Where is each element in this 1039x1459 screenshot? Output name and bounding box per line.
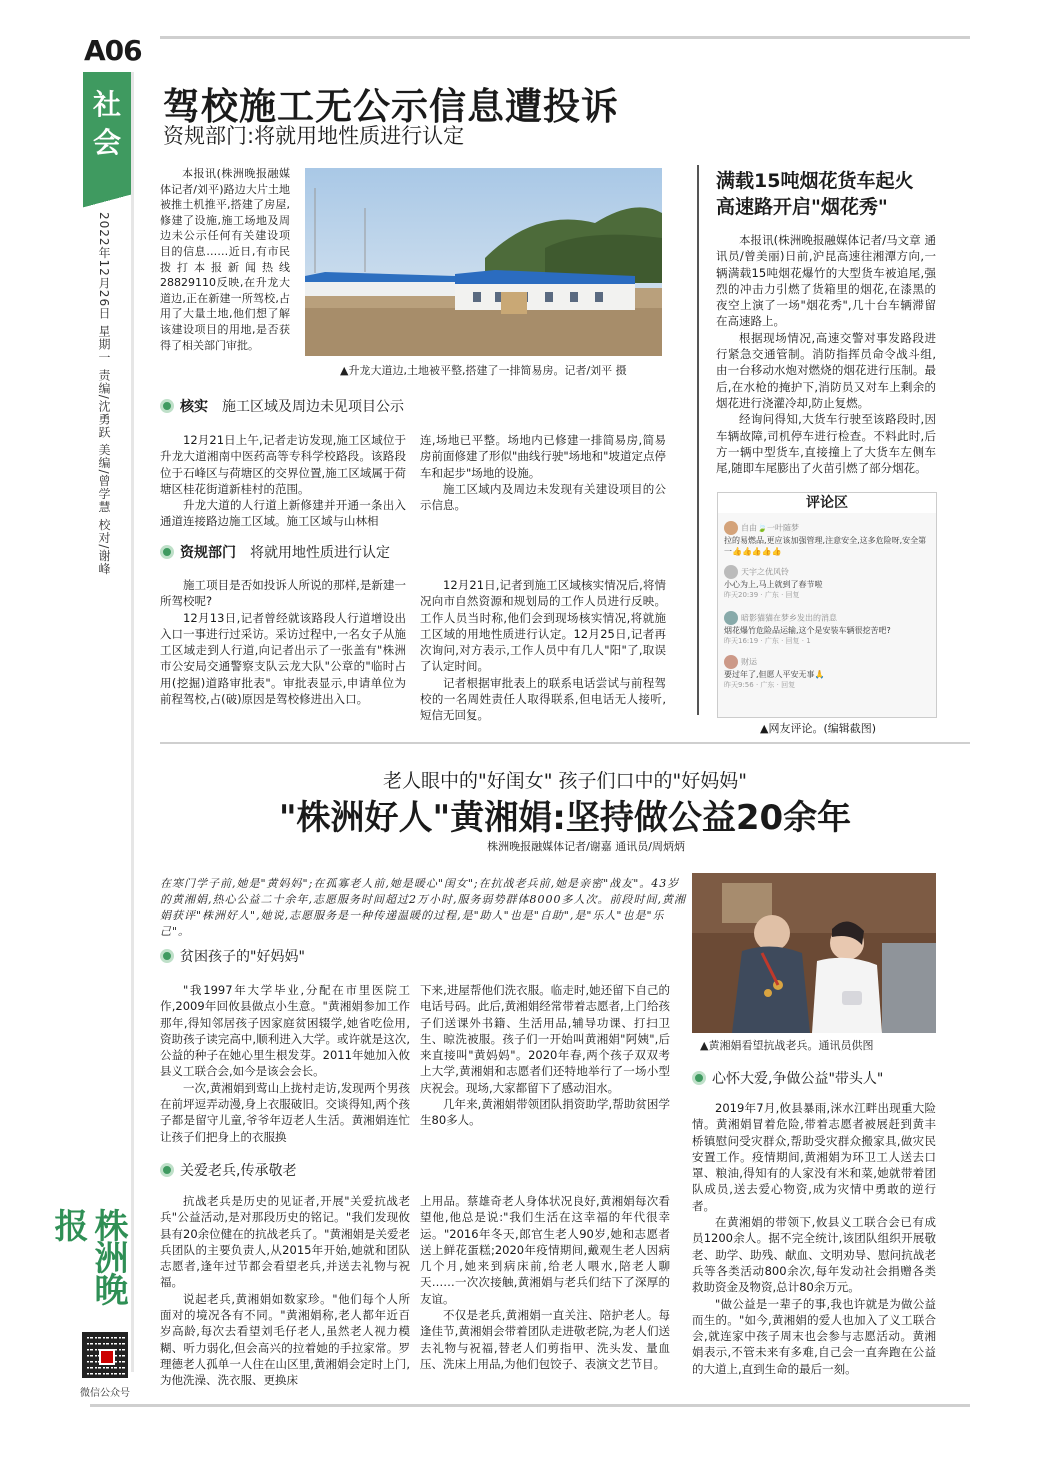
brand-logo: 株洲晚报	[48, 1208, 128, 1304]
construction-site-image	[305, 168, 662, 356]
article1-subhead: 资规部门:将就用地性质进行认定	[163, 124, 465, 148]
article2-para2: 根据现场情况,高速交警对事发路段进行紧急交通管制。消防指挥员命令战斗组,由一台移动水炮对燃烧的烟花进行压制。最后,在水枪的掩护下,消防员又对车上剩余的烟花进行浇灌冷却,防止复燃。	[716, 330, 936, 410]
bullet-icon	[692, 1071, 706, 1085]
article3-s1-para2: 一次,黄湘娟到莺山上拢村走访,发现两个男孩在前坪逗弄动漫,身上衣服破旧。交谈得知,两个孩子都是留守儿童,爷爷年迈老人生活。黄湘娟连忙让孩子们把身上的衣服换	[160, 1080, 410, 1144]
article1-sec1-para3: 连,场地已平整。场地内已修建一排简易房,简易房前面修建了形似"曲线行驶"场地和"坡道定点停车和起步"场地的设施。	[420, 433, 666, 480]
article1-photo-caption: ▲升龙大道边,土地被平整,搭建了一排简易房。记者/刘平 摄	[340, 364, 627, 377]
section-tab: 社会	[83, 72, 131, 194]
top-rule	[160, 36, 970, 39]
avatar	[724, 565, 738, 579]
article3-byline: 株洲晚报融媒体记者/谢嘉 通讯员/周炳炳	[487, 840, 685, 853]
article1-sec1-para1: 12月21日上午,记者走访发现,施工区域位于升龙大道湘南中医药高等专科学校路段。该路段位于石峰区与荷塘区的交界位置,施工区域属于荷塘区桂花街道新桂村的范围。	[160, 433, 406, 496]
bullet-icon	[160, 1163, 174, 1177]
avatar	[724, 655, 738, 669]
article1-sec2-para2: 12月13日,记者曾经就该路段人行道增设出入口一事进行过采访。采访过程中,一名女子从施工区域走到人行道,向记者出示了一张盖有"株洲市公安局交通警察支队云龙大队"公章的"临时占用(挖掘)道路审批表"。审批表显示,申请单位为前程驾校,占(破)原因是驾校修进出入口。	[160, 610, 406, 707]
comment-item: 自由🍃一叶随梦 拉的易燃品,更应该加强管理,注意安全,这多危险呀,安全第一👍👍👍👍👍	[724, 521, 928, 557]
bullet-icon	[160, 399, 174, 413]
article1-section2-heading: 资规部门 将就用地性质进行认定	[160, 542, 390, 562]
comment-item: 天宇之优风铃 小心为上,马上就到了春节啦 昨天20:39 · 广东 · 回复	[724, 565, 928, 600]
article3-lead: 在寒门学子前,她是"黄妈妈";在孤寡老人前,她是暖心"闺女";在抗战老兵前,她是亲密"战友"。43岁的黄湘娟,热心公益二十余年,志愿服务时间超过2万小时,服务弱势群体8000多人次。前段时间,黄湘娟获评"株洲好人",她说,志愿服务是一种传递温暖的过程,是"助人"也是"自助",是"乐人"也是"乐己"。	[160, 877, 686, 938]
date-line: 2022年12月26日 星期一 责编/沈勇跃 美编/曾学慧 校对/谢峰	[97, 212, 111, 576]
comment-box-title: 评论区	[718, 493, 936, 513]
left-divider	[131, 72, 134, 1372]
article1-sec2-para4: 记者根据审批表上的联系电话尝试与前程驾校的一名周姓责任人取得联系,但电话无人接听,短信无回复。	[420, 675, 666, 723]
article3-s2-para4: 不仅是老兵,黄湘娟一直关注、陪护老人。每逢佳节,黄湘娟会带着团队走进敬老院,为老人们送去礼物与祝福,替老人们剪指甲、洗头发、量血压、洗床上用品,为他们包饺子、表演文艺节目。	[420, 1308, 670, 1371]
article3-s3-para2: 在黄湘娟的带领下,攸县义工联合会已有成员1200余人。据不完全统计,该团队组织开展敬老、助学、助残、献血、文明劝导、慰问抗战老兵等各类活动800余次,每年发动社会捐赠各类救助资金及物资,总计80余万元。	[692, 1215, 936, 1295]
article3-s1-para4: 几年来,黄湘娟带领团队捐资助学,帮助贫困学生80多人。	[420, 1097, 670, 1128]
comment-item: 财运 要过年了,但愿人平安无事🙏 昨天9:56 · 广东 · 回复	[724, 655, 928, 690]
article3-headline: "株洲好人"黄湘娟:坚持做公益20余年	[278, 798, 852, 838]
article3-s2-para3: 上用品。蔡雄奇老人身体状况良好,黄湘娟每次看望他,他总是说:"我们生活在这幸福的年代很幸运。"2016年冬天,郎官生老人90岁,她和志愿者送上鲜花蛋糕;2020年疫情期间,戴观生老人因病几个月,她来到病床前,给老人喂水,陪老人聊天……一次次接触,黄湘娟与老兵们结下了深厚的友谊。	[420, 1194, 670, 1306]
article3-section1-heading: 贫困孩子的"好妈妈"	[160, 946, 305, 966]
article1-sec2-para3: 12月21日,记者到施工区域核实情况后,将情况向市自然资源和规划局的工作人员进行反映。工作人员当时称,他们会到现场核实情况,将就施工区域的用地性质进行认定。12月25日,记者再次询问,对方表示,工作人员中有几人"阳"了,取误了认定时间。	[420, 578, 666, 674]
article3-s1-para1: "我1997年大学毕业,分配在市里医院工作,2009年回攸县做点小生意。"黄湘娟参加工作那年,得知邻居孩子因家庭贫困辍学,她省吃俭用,资助孩子读完高中,顺利进入大学。或许就是这次,公益的种子在她心里生根发芽。2011年她加入攸县义工联合会,如今是该会会长。	[160, 983, 410, 1079]
bullet-icon	[160, 949, 174, 963]
article3-s3-para3: "做公益是一辈子的事,我也许就是为做公益而生的。"如今,黄湘娟的爱人也加入了义工联合会,就连家中孩子周末也会参与志愿活动。黄湘娟表示,不管未来有多难,自己会一直奔跑在公益的大道上,直到生命的最后一刻。	[692, 1296, 936, 1376]
page-number: A06	[84, 34, 142, 67]
veteran-visit-image	[692, 873, 936, 1033]
bottom-rule	[90, 1404, 970, 1407]
article1-sec2-para1: 施工项目是否如投诉人所说的那样,是新建一所驾校呢?	[160, 578, 406, 609]
comment-box-caption: ▲网友评论。(编辑截图)	[760, 722, 877, 735]
article3-section2-heading: 关爱老兵,传承敬老	[160, 1160, 296, 1180]
article3-s2-para1: 抗战老兵是历史的见证者,开展"关爱抗战老兵"公益活动,是对那段历史的铭记。"我们发现攸县有20余位健在的抗战老兵了。"黄湘娟是关爱老兵团队的主要负责人,从2015年开始,她就和团队志愿者,逢年过节都会看望老兵,并送去礼物与祝福。	[160, 1194, 410, 1290]
avatar	[724, 521, 738, 535]
bullet-icon	[160, 545, 174, 559]
article2-para1: 本报讯(株洲晚报融媒体记者/马文章 通讯员/曾美丽)日前,沪昆高速往湘潭方向,一辆满载15吨烟花爆竹的大型货车被追尾,强烈的冲击力引燃了货箱里的烟花,在漆黑的夜空上演了一场"烟花秀",几十台车辆滞留在高速路上。	[716, 233, 936, 329]
article3-section3-heading: 心怀大爱,争做公益"带头人"	[692, 1068, 883, 1088]
comment-screenshot	[717, 492, 937, 718]
comment-item: 暗影猫猫在梦乡发出的消息 烟花爆竹危险品运输,这个是安装车辆很挖苦吧? 昨天16:19 · 广东 · 回复 · 1	[724, 611, 928, 646]
article1-sec1-para2: 升龙大道的人行道上新修建并开通一条出入通道连接路边施工区域。施工区域与山林相	[160, 498, 406, 529]
article1-photo	[305, 168, 662, 356]
article1-headline: 驾校施工无公示信息遭投诉	[163, 85, 619, 128]
article3-s2-para2: 说起老兵,黄湘娟如数家珍。"他们每个人所面对的境况各有不同。"黄湘娟称,老人都年近百岁高龄,每次去看望刘毛仔老人,虽然老人视力模糊、听力弱化,但会高兴的拉着她的手拉家常。罗理德老人孤单一人住在山区里,黄湘娟会定时上门,为他洗澡、洗衣服、更换床	[160, 1291, 410, 1388]
article2-para3: 经询问得知,大货车行驶至该路段时,因车辆故障,司机停车进行检查。不料此时,后方一辆中型货车,直接撞上了大货车左侧车尾,随即车尾膨出了火苗引燃了部分烟花。	[716, 412, 936, 476]
article3-s3-para1: 2019年7月,攸县暴雨,洣水江畔出现重大险情。黄湘娟冒着危险,带着志愿者被展赶到黄丰桥镇慰问受灾群众,帮助受灾群众搬家具,做灾民安置工作。疫情期间,黄湘娟为环卫工人送去口罩、粮油,得知有的人家没有米和菜,她就带着团队成员,送去爱心物资,成为灾情中勇敢的逆行者。	[692, 1101, 936, 1213]
article3-photo	[692, 873, 936, 1033]
article3-photo-caption: ▲黄湘娟看望抗战老兵。通讯员供图	[700, 1039, 874, 1052]
article3-kicker: 老人眼中的"好闺女" 孩子们口中的"好妈妈"	[383, 770, 747, 792]
qr-caption: 微信公众号	[80, 1388, 130, 1399]
article1-intro: 本报讯(株洲晚报融媒体记者/刘平)路边大片土地被推土机推平,搭建了房屋,修建了设施,施工场地及周边未公示任何有关建设项目的信息……近日,有市民拨打本报新闻热线28829110反映,在升龙大道边,正在新建一所驾校,占用了大量土地,他们想了解该建设项目的用地,是否获得了相关部门审批。	[160, 167, 290, 352]
article2-headline: 满载15吨烟花货车起火 高速路开启"烟花秀"	[716, 170, 914, 218]
qr-code-icon[interactable]	[82, 1332, 128, 1378]
avatar	[724, 611, 738, 625]
article1-section1-heading: 核实 施工区域及周边未见项目公示	[160, 396, 404, 416]
article3-s1-para3: 下来,进屋帮他们洗衣服。临走时,她还留下自己的电话号码。此后,黄湘娟经常带着志愿者,上门给孩子们送课外书籍、生活用品,辅导功课、打扫卫生、晾洗被服。孩子们一开始叫黄湘娟"阿姨",后来直接叫"黄妈妈"。2020年春,两个孩子双双考上大学,黄湘娟和志愿者们还特地举行了一场小型庆祝会。现场,大家都留下了感动泪水。	[420, 983, 670, 1095]
mid-rule	[160, 742, 970, 744]
article1-sec1-para4: 施工区域内及周边未发现有关建设项目的公示信息。	[420, 481, 666, 513]
article2-side-rule	[697, 165, 699, 715]
